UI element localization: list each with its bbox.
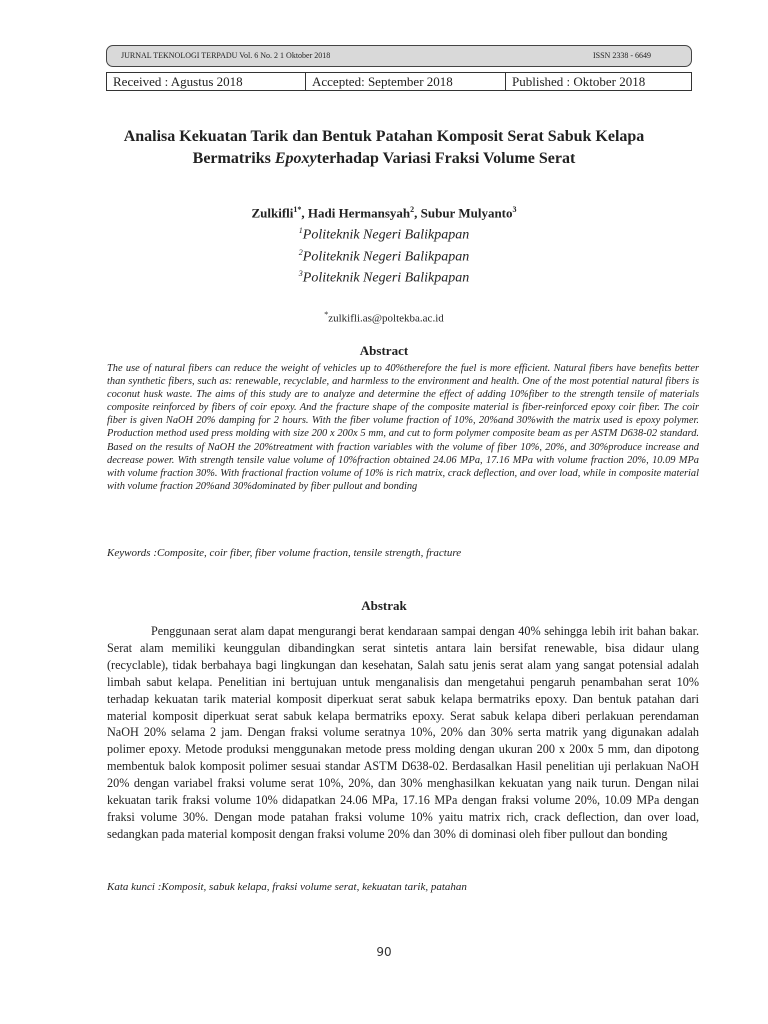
accepted-date: Accepted: September 2018 — [306, 73, 506, 90]
paper-title — [60, 126, 708, 170]
received-date: Received : Agustus 2018 — [107, 73, 306, 90]
title-line-2 — [60, 148, 708, 170]
author-2: , Hadi Hermansyah — [301, 205, 411, 221]
title-italic-word: Epoxy — [274, 150, 317, 167]
affiliation-1 — [0, 226, 768, 244]
affiliation-1-text: Politeknik Negeri Balikpapan — [302, 227, 470, 243]
affiliation-3-sup: 3 — [298, 269, 303, 278]
title-line-2-start: Bermatriks — [192, 150, 275, 167]
page-number: 90 — [376, 945, 392, 959]
author-1-sup: 1* — [293, 205, 302, 214]
email-text: zulkifli.as@poltekba.ac.id — [328, 312, 444, 325]
author-list — [0, 205, 768, 221]
abstrak-heading: Abstrak — [361, 598, 407, 613]
affiliation-2-text: Politeknik Negeri Balikpapan — [302, 249, 470, 265]
title-line-1: Analisa Kekuatan Tarik dan Bentuk Patahan Komposit Serat Sabuk Kelapa — [123, 128, 645, 145]
affiliation-3 — [0, 269, 768, 287]
submission-dates-table — [106, 72, 692, 91]
affiliation-1-sup: 1 — [298, 226, 303, 235]
issn: ISSN 2338 - 6649 — [592, 51, 651, 60]
journal-header-band — [106, 45, 692, 67]
author-3: , Subur Mulyanto — [414, 205, 513, 221]
author-1: Zulkifli — [251, 205, 294, 221]
affiliation-2 — [0, 248, 768, 266]
abstrak-keywords: Kata kunci :Komposit, sabuk kelapa, fraksi volume serat, kekuatan tarik, patahan — [107, 881, 467, 893]
author-2-sup: 2 — [410, 205, 415, 214]
journal-name: JURNAL TEKNOLOGI TERPADU Vol. 6 No. 2 1 Oktober 2018 — [121, 51, 331, 60]
author-3-sup: 3 — [512, 205, 517, 214]
corresponding-email — [0, 310, 768, 325]
abstract-heading: Abstract — [359, 343, 409, 358]
abstract-keywords: Keywords :Composite, coir fiber, fiber volume fraction, tensile strength, fracture — [107, 547, 462, 559]
abstract-text: The use of natural fibers can reduce the weight of vehicles up to 40%therefore the fuel is more efficient. Natural fibers have benefits better than synthetic fibers, such as: renewable, recyclable, and harmless to the environment and health. One of the most potential natural fibers is coconut husk waste. The aims of this study are to analyze and determine the effect of adding 10%fiber to the strength tensile of materials composite reinforced by fibers of coir epoxy. And the fracture shape of the composite material is fiber-reinforced epoxy coir fiber. The coir fiber is given NaOH 20% damping for 2 hours. With the fiber volume fraction of 10%, 20%and 30%with the matrix used is epoxy polymer. Production method used press molding with size 200 x 200x 5 mm, and cut to form polymer composite beam as per ASTM D638-02 standard. Based on the results of NaOH the 20%treatment with fraction variables with the volume of fiber 10%, 20%, and 30%produce increase and decrease power. With strength tensile value volume of 10%fraction obtained 24.06 MPa, 17.16 MPa with volume fraction 20%, 10.09 MPa with volume fraction 30%. With fractional fraction volume of 10% is rich matrix, crack deflection, and over load, while in composite material with volume fraction 20%and 30%dominated by fiber pullout and bonding — [107, 363, 699, 492]
email-sup: * — [324, 310, 329, 319]
published-date: Published : Oktober 2018 — [512, 74, 646, 89]
title-line-2-end: terhadap Variasi Fraksi Volume Serat — [316, 150, 576, 167]
affiliation-3-text: Politeknik Negeri Balikpapan — [302, 270, 470, 286]
affiliation-2-sup: 2 — [298, 248, 303, 257]
abstrak-text: Penggunaan serat alam dapat mengurangi berat kendaraan sampai dengan 40% sehingga lebih irit bahan bakar. Serat alam memiliki keunggulan dibandingkan serat sintetis antara lain bersifat renewable, bisa didaur ulang (recyclable), tidak berbahaya bagi lingkungan dan kesehatan, Salah satu jenis serat alam yang sangat potensial adalah limbah sabut kelapa. Penelitian ini bertujuan untuk menganalisis dan mengetahui pengaruh penambahan serat 10% terhadap kekuatan tarik material komposit diperkuat serat sabuk kelapa bermatriks epoxy. Dan bentuk patahan dari material komposit diperkuat serat sabuk kelapa bermatriks epoxy. Serat sabuk kelapa diberi perlakuan perendaman NaOH 20% selama 2 jam. Dengan fraksi volume seratnya 10%, 20% dan 30% serta matrik yang digunakan adalah polimer epoxy. Metode produksi menggunakan metode press molding dengan ukuran 200 x 200x 5 mm, dan dipotong membentuk balok komposit polimer sesuai standar ASTM D638-02. Berdasalkan Hasil penelitian uji perlakuan NaOH 20% dengan variabel fraksi volume serat 10%, 20%, dan 30% menghasilkan kekuatan yang naik turun. Dengan nilai kekuatan tarik fraksi volume 10% didapatkan 24.06 MPa, 17.16 MPa dengan fraksi volume 20%, 10.09 MPa dengan fraksi volume 30%. Dengan mode patahan fraksi volume 10% yaitu matrix rich, crack deflection, dan over load, sedangkan pada material komposit dengan fraksi volume 20% dan 30% di dominasi oleh fiber pullout dan bonding — [107, 624, 699, 841]
